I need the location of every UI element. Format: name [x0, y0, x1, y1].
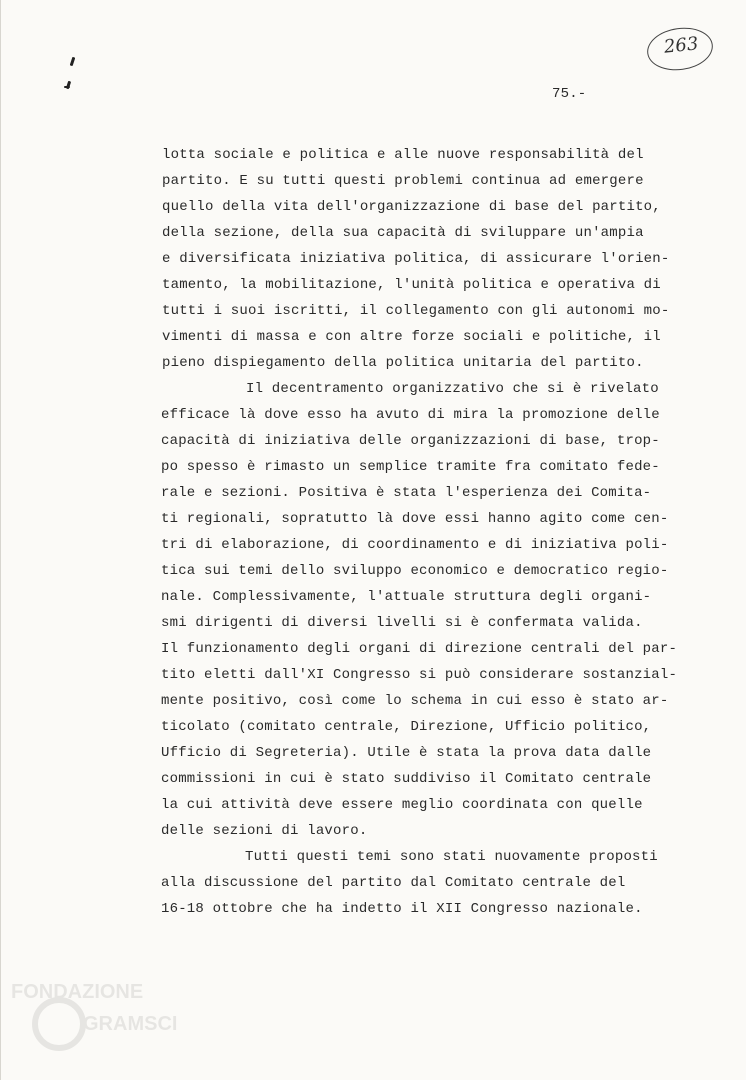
text-line: della sezione, della sua capacità di sviluppare un'ampia: [162, 225, 644, 241]
text-line: efficace là dove esso ha avuto di mira la promozione delle: [161, 407, 660, 423]
text-line: 16-18 ottobre che ha indetto il XII Congresso nazionale.: [161, 901, 643, 917]
text-line: rale e sezioni. Positiva è stata l'esperienza dei Comita-: [161, 485, 652, 501]
text-line: ticolato (comitato centrale, Direzione, Ufficio politico,: [161, 719, 652, 735]
text-line: tica sui temi dello sviluppo economico e democratico regio-: [161, 563, 669, 579]
archive-page-number: 263: [662, 33, 700, 58]
fondazione-gramsci-watermark: [7, 972, 197, 1052]
text-line: Tutti questi temi sono stati nuovamente proposti: [245, 849, 658, 865]
text-line: quello della vita dell'organizzazione di base del partito,: [162, 199, 661, 215]
text-line: ti regionali, sopratutto là dove essi hanno agito come cen-: [161, 511, 669, 527]
text-line: commissioni in cui è stato suddiviso il Comitato centrale: [161, 771, 652, 787]
text-line: partito. E su tutti questi problemi continua ad emergere: [162, 173, 644, 189]
text-line: pieno dispiegamento della politica unitaria del partito.: [162, 355, 644, 371]
text-line: po spesso è rimasto un semplice tramite fra comitato fede-: [161, 459, 660, 475]
text-line: tri di elaborazione, di coordinamento e di iniziativa poli-: [161, 537, 669, 553]
text-line: lotta sociale e politica e alle nuove responsabilità del: [162, 147, 644, 163]
text-line: Il decentramento organizzativo che si è rivelato: [246, 381, 659, 397]
text-line: Il funzionamento degli organi di direzione centrali del par-: [161, 641, 678, 657]
text-line: delle sezioni di lavoro.: [161, 823, 368, 839]
text-line: Ufficio di Segreteria). Utile è stata la prova data dalle: [161, 745, 652, 761]
watermark-line-1: FONDAZIONE: [11, 981, 144, 1003]
text-line: smi dirigenti di diversi livelli si è confermata valida.: [161, 615, 643, 631]
text-line: nale. Complessivamente, l'attuale struttura degli organi-: [161, 589, 652, 605]
text-line: tamento, la mobilitazione, l'unità politica e operativa di: [162, 277, 661, 293]
binding-mark: [64, 86, 70, 88]
text-line: vimenti di massa e con altre forze sociali e politiche, il: [162, 329, 661, 345]
text-line: la cui attività deve essere meglio coordinata con quelle: [161, 797, 643, 813]
text-line: tutti i suoi iscritti, il collegamento con gli autonomi mo-: [162, 303, 670, 319]
watermark-line-2: GRAMSCI: [83, 1013, 178, 1035]
binding-mark: [70, 57, 76, 66]
text-line: alla discussione del partito dal Comitato centrale del: [161, 875, 626, 891]
text-line: tito eletti dall'XI Congresso si può considerare sostanzial-: [161, 667, 678, 683]
text-line: e diversificata iniziativa politica, di assicurare l'orien-: [162, 251, 670, 267]
text-line: mente positivo, così come lo schema in cui esso è stato ar-: [161, 693, 669, 709]
page-number: 75.-: [552, 86, 587, 102]
text-line: capacità di iniziativa delle organizzazioni di base, trop-: [161, 433, 660, 449]
